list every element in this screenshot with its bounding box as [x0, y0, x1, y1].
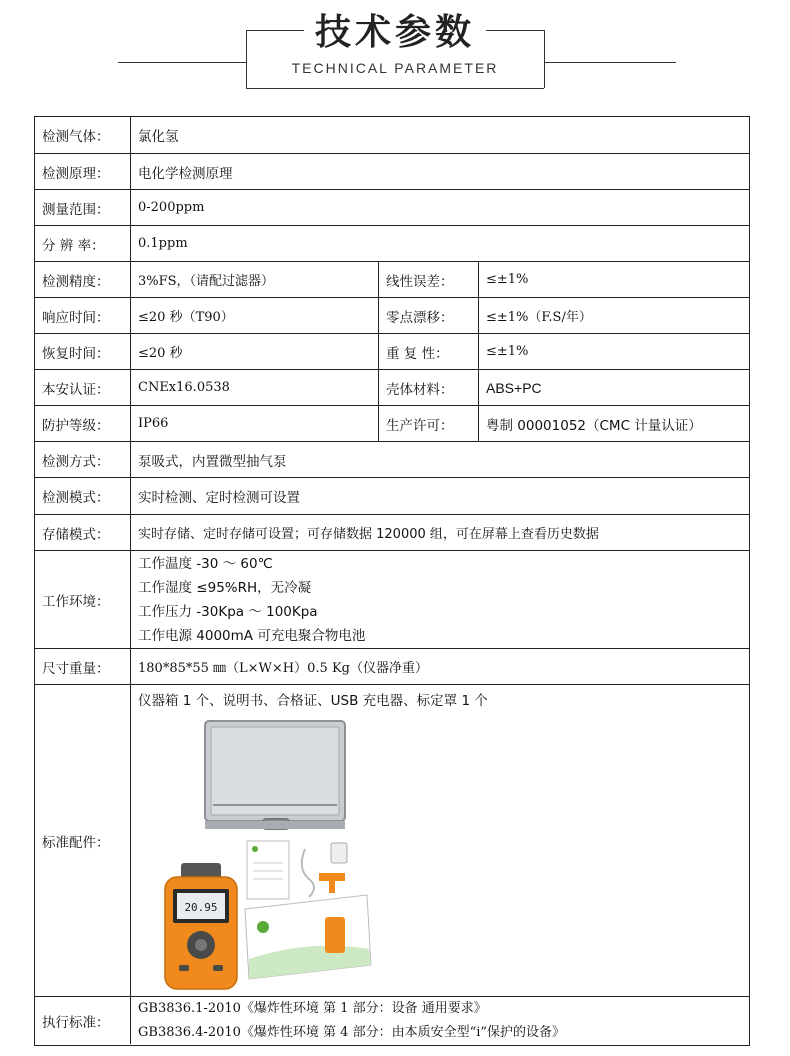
- table-row: [35, 334, 749, 370]
- row-value-2: ≤±1%: [478, 262, 749, 297]
- accessories-illustration: [135, 713, 385, 1003]
- table-row: [35, 262, 749, 298]
- table-row: [35, 226, 749, 262]
- row-value: 180*85*55 ㎜（L×W×H）0.5 Kg（仪器净重）: [130, 649, 749, 684]
- row-label: 恢复时间：: [42, 345, 110, 362]
- table-row: [35, 117, 749, 154]
- row-label: 检测气体：: [42, 129, 110, 145]
- row-label: 本安认证：: [42, 381, 110, 398]
- row-value: 电化学检测原理: [130, 154, 749, 189]
- table-row: [35, 406, 749, 442]
- row-value: IP66: [130, 406, 378, 441]
- gas-detector-icon: [165, 863, 237, 989]
- table-row: [35, 370, 749, 406]
- row-label: 检测方式：: [42, 453, 110, 470]
- table-row-environment: [35, 551, 749, 649]
- table-row: [35, 515, 749, 551]
- standard-line: GB3836.1-2010《爆炸性环境 第 1 部分：设备 通用要求》: [138, 1000, 487, 1016]
- env-line: 工作压力 -30Kpa ～ 100Kpa: [138, 603, 318, 620]
- standard-line: GB3836.4-2010《爆炸性环境 第 4 部分：由本质安全型“i”保护的设备》: [138, 1024, 566, 1040]
- row-value-2: ≤±1%: [478, 334, 749, 369]
- row-label: 测量范围：: [42, 201, 110, 218]
- table-row: [35, 649, 749, 685]
- row-value: CNEx16.0538: [130, 370, 378, 405]
- env-line: 工作湿度 ≤95%RH，无冷凝: [138, 579, 312, 596]
- row-value: 泵吸式，内置微型抽气泵: [130, 442, 749, 477]
- row-label: 防护等级：: [42, 417, 110, 434]
- device-display-value: 20.95: [184, 901, 218, 914]
- row-label: 响应时间：: [42, 309, 110, 326]
- page-subtitle: TECHNICAL PARAMETER: [291, 60, 499, 76]
- table-row: [35, 478, 749, 515]
- row-label: 执行标准：: [42, 1014, 110, 1031]
- env-line: 工作电源 4000mA 可充电聚合物电池: [138, 627, 366, 644]
- row-label-2: 生产许可：: [378, 406, 478, 441]
- row-value-2: 粤制 00001052（CMC 计量认证）: [478, 406, 749, 441]
- row-label: 工作环境：: [42, 593, 110, 610]
- accessories-photo: [135, 713, 385, 1003]
- row-label: 检测原理：: [42, 165, 110, 182]
- table-row: [35, 298, 749, 334]
- accessories-text: 仪器箱 1 个、说明书、合格证、USB 充电器、标定罩 1 个: [138, 693, 488, 709]
- certificate-icon: [245, 895, 371, 979]
- row-value: 0.1ppm: [130, 226, 749, 261]
- spec-table: [34, 116, 750, 1046]
- row-value: ≤20 秒（T90）: [130, 298, 378, 333]
- table-row-accessories: [35, 685, 749, 997]
- instrument-case-icon: [205, 721, 345, 829]
- row-value: 实时存储、定时存储可设置；可存储数据 120000 组，可在屏幕上查看历史数据: [130, 515, 749, 550]
- row-label: 标准配件：: [42, 834, 110, 851]
- row-value: 0-200ppm: [130, 190, 749, 225]
- row-label: 分 辨 率：: [42, 237, 105, 254]
- row-label: 存储模式：: [42, 526, 110, 543]
- calibration-hood-icon: [319, 873, 345, 893]
- row-value: 实时检测、定时检测可设置: [130, 478, 749, 514]
- usb-charger-icon: [302, 843, 347, 897]
- table-row: [35, 154, 749, 190]
- row-value-2: ≤±1%（F.S/年）: [478, 298, 749, 333]
- environment-values: [130, 551, 749, 648]
- manual-icon: [247, 841, 289, 899]
- table-row: [35, 190, 749, 226]
- row-label-2: 线性误差：: [378, 262, 478, 297]
- row-value: 3%FS，（请配过滤器）: [130, 262, 378, 297]
- row-value-2: ABS+PC: [478, 370, 749, 405]
- page-title: 技术参数: [314, 12, 475, 53]
- row-label: 尺寸重量：: [42, 660, 110, 677]
- table-row: [35, 442, 749, 478]
- row-label-2: 壳体材料：: [378, 370, 478, 405]
- row-label: 检测模式：: [42, 490, 110, 506]
- table-row-standard: [35, 997, 749, 1044]
- row-label-2: 零点漂移：: [378, 298, 478, 333]
- row-label: 检测精度：: [42, 273, 110, 290]
- row-value: 氯化氢: [130, 117, 749, 153]
- env-line: 工作温度 -30 ～ 60℃: [138, 555, 273, 572]
- standard-values: [130, 997, 749, 1044]
- row-value: ≤20 秒: [130, 334, 378, 369]
- row-label-2: 重 复 性：: [378, 334, 478, 369]
